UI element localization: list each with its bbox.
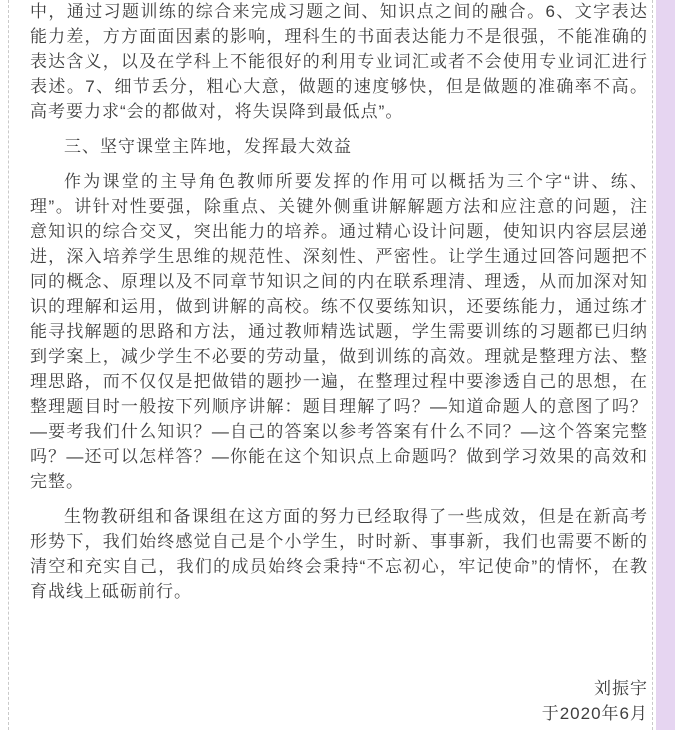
right-dashed-border bbox=[652, 0, 653, 730]
left-dashed-border bbox=[8, 0, 9, 730]
paragraph-closing: 生物教研组和备课组在这方面的努力已经取得了一些成效，但是在新高考形势下，我们始终感觉自己是个小学生，时时新、事事新，我们也需要不断的清空和充实自己，我们的成员始终会秉持“不忘初心，牢记使命”的情怀，在教育战线上砥砺前行。 bbox=[30, 507, 648, 601]
section-heading: 三、坚守课堂主阵地，发挥最大效益 bbox=[64, 137, 352, 156]
paragraph-teaching: 作为课堂的主导角色教师所要发挥的作用可以概括为三个字“讲、练、理”。讲针对性要强，除重点、关键外侧重讲解解题方法和应注意的问题，注意知识的综合交叉，突出能力的培养。通过精心设计问题，使知识内容层层递进，深入培养学生思维的规范性、深刻性、严密性。让学生通过回答问题把不同的概念、原理以及不同章节知识之间的内在联系理清、理透，从而加深对知识的理解和运用，做到讲解的高校。练不仅要练知识，还要练能力，通过练才能寻找解题的思路和方法，通过教师精选试题，学生需要训练的习题都已归纳到学案上，减少学生不必要的劳动量，做到训练的高效。理就是整理方法、整理思路，而不仅仅是把做错的题抄一遍，在整理过程中要渗透自己的思想，在整理题目时一般按下列顺序讲解：题目理解了吗？—知道命题人的意图了吗？—要考我们什么知识？—自己的答案以参考答案有什么不同？—这个答案完整吗？—还可以怎样答？—你能在这个知识点上命题吗？做到学习效果的高效和完整。 bbox=[30, 172, 648, 491]
signature-date: 于2020年6月 bbox=[541, 704, 648, 723]
article-content bbox=[30, 0, 648, 726]
accent-strip bbox=[656, 0, 675, 730]
signature bbox=[30, 676, 648, 726]
signature-name: 刘振宇 bbox=[594, 679, 648, 698]
paragraph-continuation: 中，通过习题训练的综合来完成习题之间、知识点之间的融合。6、文字表达能力差，方方面面因素的影响，理科生的书面表达能力不是很强，不能准确的表达含义，以及在学科上不能很好的利用专业词汇或者不会使用专业词汇进行表述。7、细节丢分，粗心大意，做题的速度够快，但是做题的准确率不高。高考要力求“会的都做对，将失误降到最低点”。 bbox=[30, 2, 648, 121]
